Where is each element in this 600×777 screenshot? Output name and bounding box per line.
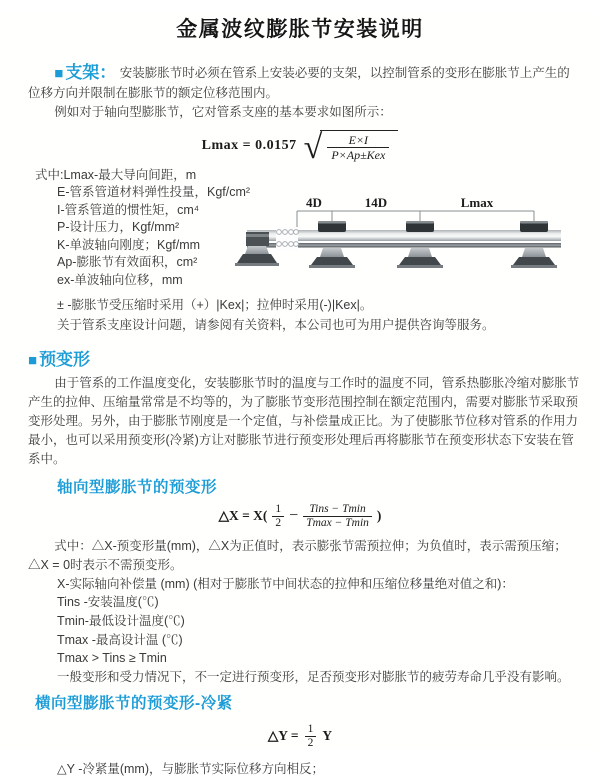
one-half-fraction [272, 503, 284, 530]
lateral-note-line: △Y -冷紧量(mm)，与膨胀节实际位移方向相反； [57, 761, 325, 776]
axial-formula-lhs: △X = X( [218, 508, 268, 524]
section-square-icon: ■ [28, 351, 38, 369]
predeform-heading-label: 预变形 [39, 349, 91, 369]
radical-sign-icon: √ [303, 128, 323, 166]
fraction-denominator: 2 [272, 516, 284, 530]
support-example-line: 例如对于轴向型膨胀节，它对管系支座的基本要求如图所示： [54, 105, 392, 119]
temperature-fraction [303, 503, 372, 530]
predeform-paragraph: 由于管系的工作温度变化，安装膨胀节时的温度与工作时的温度不同，管系热膨胀冷缩对膨胀节产生的拉伸、压缩量常常是不均等的，为了膨胀节变形范围控制在额定范围内，需要对膨胀节采取预变形处理。另外，由于膨胀节刚度是一个定值，与补偿量成正比。为了使膨胀节位移对管系的作用力最小，也可以采用预变形(冷紧)方让对膨胀节进行预变形处理后再将膨胀节在预变形状态下安装在管系中。 [28, 375, 580, 466]
axial-definition-line: X-实际轴向补偿量 (mm) (相对于膨胀节中间状态的拉伸和压缩位移量绝对值之和)： [57, 576, 514, 591]
lateral-predeform-subtitle: 横向型膨胀节的预变形-冷紧 [35, 694, 233, 712]
support-heading-label: 支架： [65, 63, 117, 82]
definition-line: I-管系管道的惯性矩，cm⁴ [57, 202, 200, 217]
minus-sign: − [289, 507, 299, 525]
dim-label-4d: 4D [306, 194, 322, 210]
axial-formula-rhs: ) [376, 508, 382, 524]
lateral-predeform-formula [0, 723, 600, 750]
definition-line: P-设计压力，Kgf/mm² [57, 220, 180, 235]
fraction-denominator: Tmax − Tmin [303, 516, 372, 530]
dim-label-lmax: Lmax [460, 194, 494, 210]
definition-line: Ap-膨胀节有效面积，cm² [57, 255, 198, 270]
one-half-fraction [305, 723, 317, 750]
lmax-formula-denominator: P×Ap±Kex [327, 147, 389, 162]
sqrt-fraction [320, 130, 398, 162]
lmax-formula-lhs: Lmax = 0.0157 [201, 137, 297, 153]
lmax-formula-numerator: E×I [348, 132, 369, 147]
axial-definition-line: Tmax -最高设计温 (℃) [57, 632, 183, 647]
axial-definition-line: 一般变形和受力情况下，不一定进行预变形，足否预变形对膨胀节的疲劳寿命几乎没有影响。 [57, 670, 570, 685]
axial-predeform-subtitle: 轴向型膨胀节的预变形 [57, 478, 218, 496]
dim-label-14d: 14D [364, 194, 388, 210]
axial-predeform-formula [0, 503, 600, 530]
support-section-header [54, 63, 116, 82]
consulting-note: 关于管系支座设计问题，请参阅有关资料，本公司也可为用户提供咨询等服务。 [57, 317, 495, 332]
lmax-formula [0, 128, 600, 166]
document-page [0, 13, 600, 776]
definition-line: E-管系管道材料弹性投量，Kgf/cm² [57, 185, 251, 200]
fraction-numerator: Tins − Tmin [309, 502, 366, 515]
definition-line: ex-单波轴向位移，mm [57, 273, 183, 288]
support-intro-paragraph [28, 63, 582, 103]
pipe-support-diagram [243, 194, 595, 286]
axial-definition-line: Tins -安装温度(℃) [57, 595, 159, 610]
predeform-section-header [28, 345, 600, 370]
page-title: 金属波纹膨胀节安装说明 [176, 18, 424, 41]
fraction-denominator: 2 [305, 736, 317, 750]
bellows-icon [276, 227, 298, 251]
axial-where-paragraph: 式中：△X-预变形量(mm)，△X为正值时，表示膨张节需预拉伸；为负值时，表示需预压缩；△X = 0时表示不需预变形。 [28, 538, 567, 572]
definition-line: 式中:Lmax-最大导向间距，m [35, 167, 197, 182]
axial-definition-line: Tmin-最低设计温度(℃) [57, 614, 185, 629]
fraction-numerator: 1 [275, 502, 282, 515]
lateral-formula-lhs: △Y = [267, 728, 299, 744]
lateral-formula-rhs: Y [322, 728, 333, 744]
definitions-and-diagram [0, 167, 600, 335]
sign-convention-note: ± -膨胀节受压缩时采用（+）|Kex|；拉伸时采用(-)|Kex|。 [57, 297, 373, 312]
sqrt-expression [303, 128, 399, 166]
axial-definition-line: Tmax > Tins ≥ Tmin [57, 651, 167, 666]
section-square-icon: ■ [54, 65, 64, 82]
support-intro-text: 安装膨胀节时必须在管系上安装必要的支架，以控制管系的变形在膨胀节上产生的位移方向并限制在膨胀节的额定位移范围内。 [28, 66, 570, 100]
definition-line: K-单波轴向刚度；Kgf/mm [57, 237, 201, 252]
fraction-numerator: 1 [307, 722, 314, 735]
